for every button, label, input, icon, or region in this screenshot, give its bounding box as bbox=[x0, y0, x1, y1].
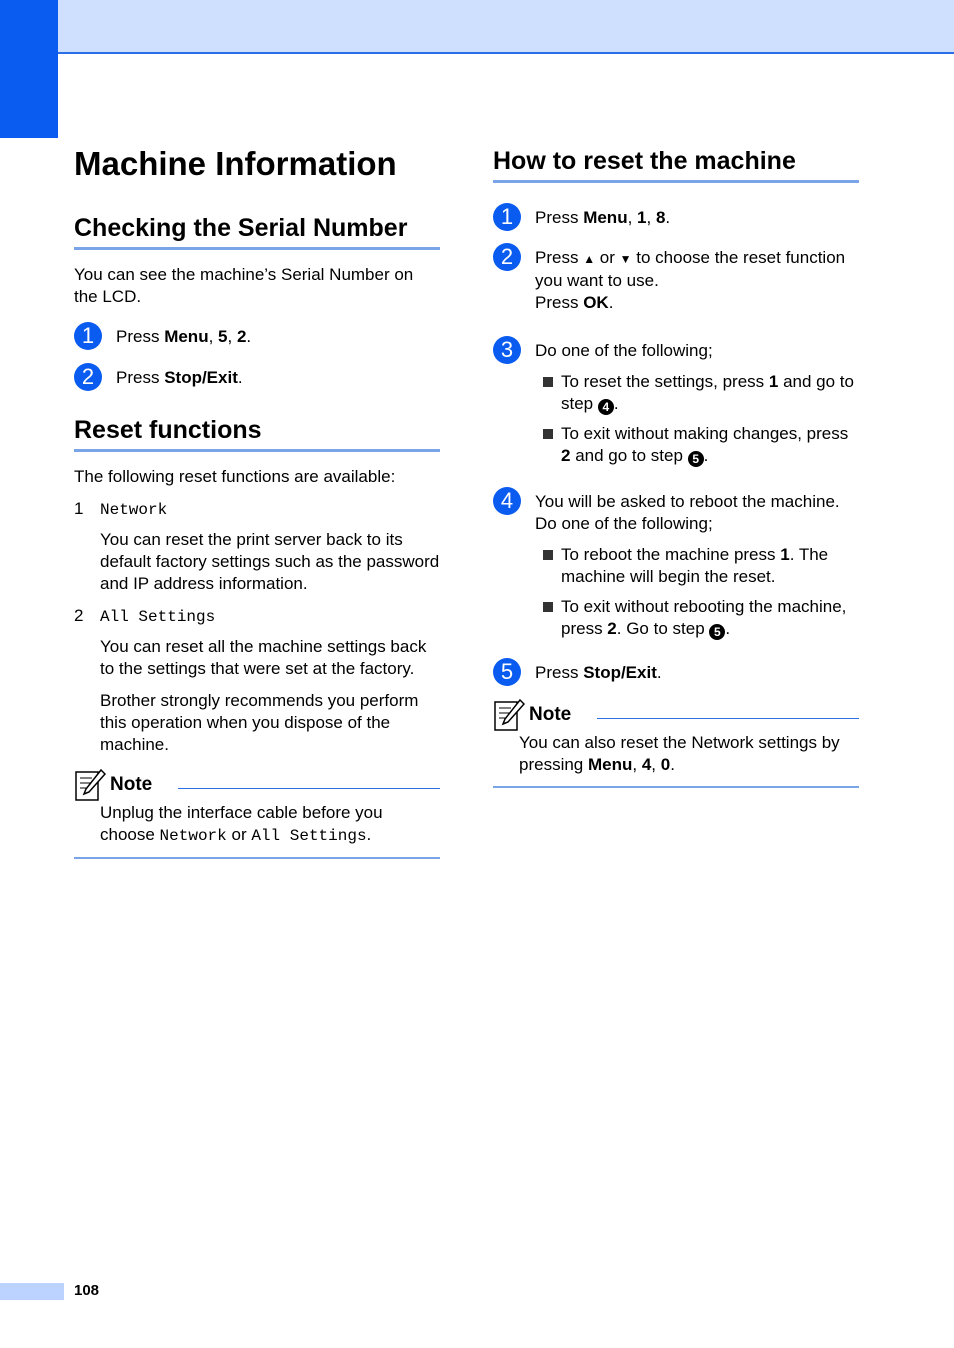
note-box bbox=[493, 698, 859, 788]
note-text: You can also reset the Network settings by pressing Menu, 4, 0. bbox=[493, 732, 859, 788]
note-text: Unplug the interface cable before you choose Network or All Settings. bbox=[74, 802, 440, 859]
step-number: 1 bbox=[493, 203, 521, 231]
left-column bbox=[74, 140, 440, 859]
serial-step-2: 2 Press Stop/Exit. bbox=[74, 367, 440, 389]
footer-band bbox=[0, 1283, 64, 1300]
bullet-item: To exit without making changes, press 2 and go to step 5 . bbox=[535, 423, 859, 467]
down-arrow-icon: ▼ bbox=[619, 252, 632, 266]
step-number: 3 bbox=[493, 336, 521, 364]
note-pencil-icon bbox=[493, 698, 525, 732]
bullet-item: To exit without rebooting the machine, press 2. Go to step 5 . bbox=[535, 596, 859, 640]
page-title: Machine Information bbox=[74, 145, 397, 182]
reset-step-1: 1 Press Menu, 1, 8. bbox=[493, 207, 859, 229]
reset-intro: The following reset functions are available: bbox=[74, 467, 396, 486]
step-number: 2 bbox=[493, 243, 521, 271]
bullet-square-icon bbox=[543, 602, 553, 612]
reset-step-4: 4 You will be asked to reboot the machine. Do one of the following; To reboot the machine press 1. The machine will begin the reset. To exit without rebooting the machine, press 2. Go to step 5 . bbox=[493, 491, 859, 640]
bullet-item: To reset the settings, press 1 and go to step 4 . bbox=[535, 371, 859, 415]
reset-step-2: 2 Press ▲ or ▼ to choose the reset function you want to use. Press OK. bbox=[493, 247, 859, 314]
reset-item-network: 1 Network You can reset the print server back to its default factory settings such as the password and IP address information. bbox=[74, 499, 440, 593]
bullet-item: To reboot the machine press 1. The machine will begin the reset. bbox=[535, 544, 859, 588]
serial-intro: You can see the machine’s Serial Number on the LCD. bbox=[74, 265, 414, 306]
step-number: 2 bbox=[74, 363, 102, 391]
page-number: 108 bbox=[74, 1282, 100, 1299]
reset-heading: Reset functions bbox=[74, 415, 440, 452]
chapter-tab bbox=[0, 0, 58, 138]
step-number: 4 bbox=[493, 487, 521, 515]
note-label: Note bbox=[110, 774, 153, 795]
serial-heading: Checking the Serial Number bbox=[74, 213, 440, 250]
bullet-square-icon bbox=[543, 429, 553, 439]
step-ref-icon: 5 bbox=[688, 451, 704, 467]
up-arrow-icon: ▲ bbox=[583, 252, 596, 266]
step-number: 5 bbox=[493, 658, 521, 686]
step-number: 1 bbox=[74, 322, 102, 350]
reset-item-all-settings: 2 All Settings You can reset all the machine settings back to the settings that were set at the factory. Brother strongly recommends you perform this operation when you dispose of the machine. bbox=[74, 606, 427, 754]
header-band bbox=[0, 0, 954, 54]
step-ref-icon: 5 bbox=[709, 624, 725, 640]
note-pencil-icon bbox=[74, 768, 106, 802]
bullet-square-icon bbox=[543, 377, 553, 387]
step-ref-icon: 4 bbox=[598, 399, 614, 415]
reset-step-5: 5 Press Stop/Exit. bbox=[493, 662, 859, 684]
right-column bbox=[493, 140, 859, 788]
serial-step-1: 1 Press Menu, 5, 2. bbox=[74, 326, 440, 348]
reset-step-3: 3 Do one of the following; To reset the settings, press 1 and go to step 4 . To exit without making changes, press 2 and go to step 5 . bbox=[493, 340, 859, 467]
bullet-square-icon bbox=[543, 550, 553, 560]
note-box bbox=[74, 768, 440, 859]
note-label: Note bbox=[529, 704, 572, 725]
how-to-reset-heading: How to reset the machine bbox=[493, 146, 859, 183]
